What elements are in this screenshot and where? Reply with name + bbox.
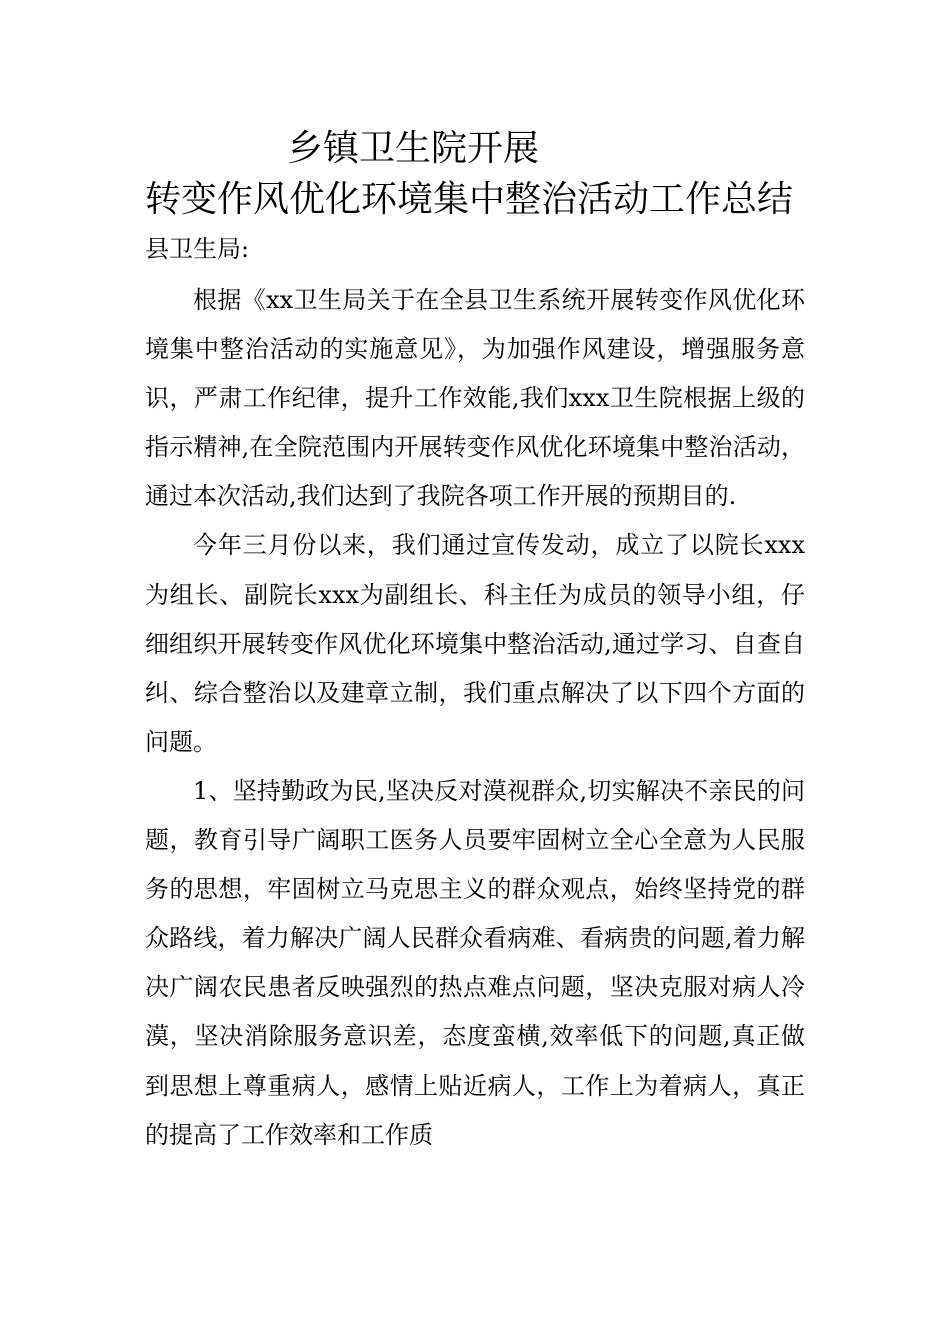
document-body <box>145 276 805 1160</box>
paragraph-1: 根据《xx卫生局关于在全县卫生系统开展转变作风优化环境集中整治活动的实施意见》，为加强作风建设，增强服务意识，严肃工作纪律，提升工作效能,我们xxx卫生院根据上级的指示精神,在全院范围内开展转变作风优化环境集中整治活动，通过本次活动,我们达到了我院各项工作开展的预期目的. <box>145 286 805 511</box>
salutation: 县卫生局: <box>145 235 250 263</box>
document-title-line-2: 转变作风优化环境集中整治活动工作总结 <box>145 179 794 220</box>
paragraph-3: 1、坚持勤政为民,坚决反对漠视群众,切实解决不亲民的问题，教育引导广阔职工医务人员要牢固树立全心全意为人民服务的思想，牢固树立马克思主义的群众观点，始终坚持党的群众路线，着力解决广阔人民群众看病难、看病贵的问题,着力解决广阔农民患者反映强烈的热点难点问题，坚决克服对病人冷漠，坚决消除服务意识差，态度蛮横,效率低下的问题,真正做到思想上尊重病人，感情上贴近病人，工作上为着病人，真正的提高了工作效率和工作质 <box>145 776 805 1149</box>
paragraph-2: 今年三月份以来，我们通过宣传发动，成立了以院长xxx为组长、副院长xxx为副组长、科主任为成员的领导小组，仔细组织开展转变作风优化环境集中整治活动,通过学习、自查自纠、综合整治以及建章立制，我们重点解决了以下四个方面的问题。 <box>145 531 805 756</box>
document-title-line-1: 乡镇卫生院开展 <box>287 128 540 169</box>
